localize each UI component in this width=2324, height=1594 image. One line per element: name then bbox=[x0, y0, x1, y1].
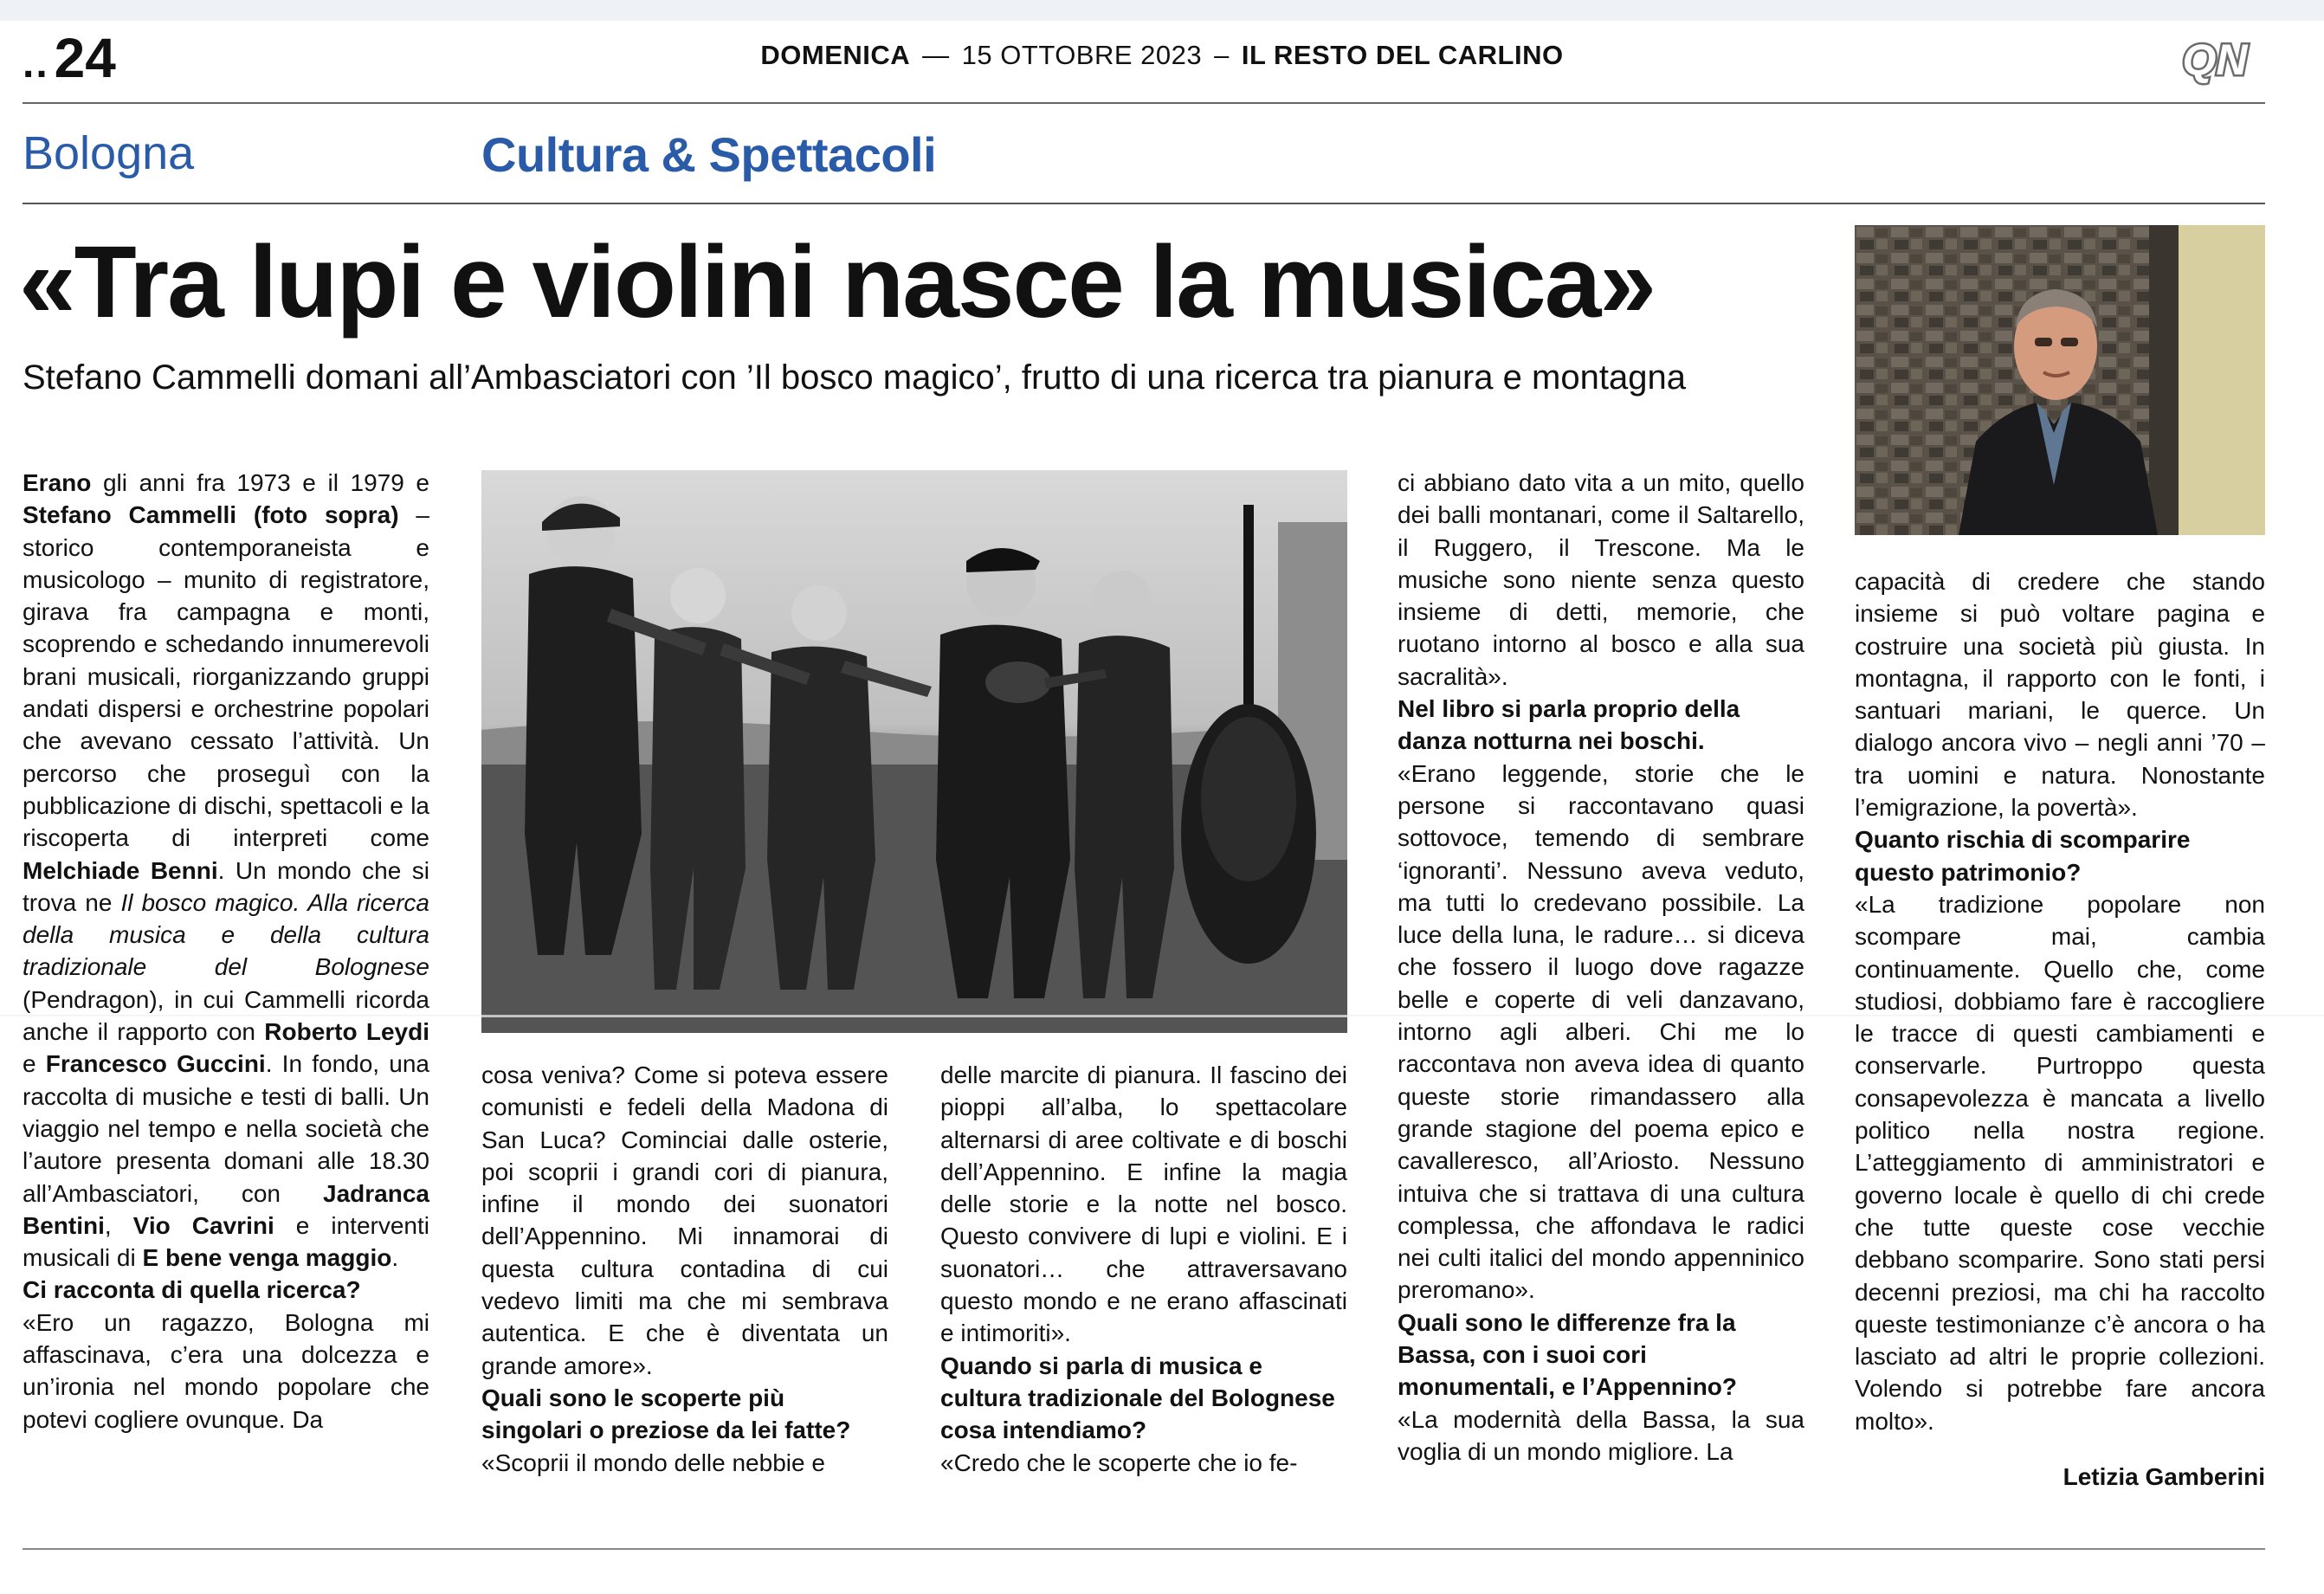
section-rule bbox=[23, 203, 2265, 204]
musicians-photo bbox=[481, 470, 1347, 1033]
article-column-3 bbox=[940, 1059, 1347, 1479]
subheadline: Stefano Cammelli domani all’Ambasciatori con ’Il bosco magico’, frutto di una ricerca tra pianura e montagna bbox=[23, 358, 1686, 397]
answer-3-part-1: «Credo che le scoperte che io fe- bbox=[940, 1449, 1298, 1476]
header-rule bbox=[23, 102, 2265, 104]
answer-1-part-2: cosa veniva? Come si poteva essere comunisti e fedeli della Madona di San Luca? Cominciai dalle osterie, poi scoprii i grandi cori di pianura, infine il mondo dei suonatori dell’Appennino. Mi innamorai di questa cultura contadina di cui vedevo limiti ma che mi sembrava autentica. E che è diventata un grande amore». bbox=[481, 1062, 888, 1379]
name-stefano-cammelli: Stefano Cammelli (foto bbox=[23, 501, 308, 529]
masthead: DOMENICA — 15 OTTOBRE 2023 – IL RESTO DEL CARLINO bbox=[760, 40, 1564, 70]
name-roberto-leydi: Roberto Leydi bbox=[264, 1018, 430, 1046]
qn-logo-text: QN bbox=[2182, 35, 2248, 84]
text-run bbox=[307, 501, 325, 528]
name-jadranca-bentini: Jadranca Bentini bbox=[23, 1179, 429, 1239]
text-run: . bbox=[391, 1244, 399, 1272]
question-4: Nel libro si parla proprio della danza notturna nei boschi. bbox=[1398, 695, 1740, 755]
portrait-illustration bbox=[1855, 225, 2265, 535]
answer-1-part-1: «Ero un ragazzo, Bologna mi affascinava, c’era una dolcezza e un’ironia nel mondo popolare che potevi cogliere ovunque. Da bbox=[23, 1308, 429, 1433]
name-music-group: E bene venga maggio bbox=[142, 1244, 392, 1272]
question-1: Ci racconta di quella ricerca? bbox=[23, 1276, 361, 1304]
top-strip bbox=[0, 0, 2324, 21]
name-vio-cavrini: Vio Cavrini bbox=[132, 1211, 274, 1239]
page-number-value: 24 bbox=[54, 27, 116, 89]
dropcap-word: Erano bbox=[23, 469, 92, 496]
masthead-date: 15 OTTOBRE 2023 bbox=[961, 40, 1203, 70]
question-5: Quali sono le differenze fra la Bassa, con i suoi cori monumentali, e l’Appennino? bbox=[1398, 1308, 1737, 1401]
text-run: gli anni fra 1973 e il 1979 e bbox=[91, 469, 429, 496]
masthead-newspaper: IL RESTO DEL CARLINO bbox=[1241, 40, 1564, 70]
text-run: e bbox=[23, 1050, 46, 1078]
article-column-4 bbox=[1398, 467, 1804, 1468]
text-run: , bbox=[104, 1211, 133, 1239]
text-run: . Un mondo che si trova ne bbox=[23, 856, 430, 916]
question-2: Quali sono le scoperte più singolari o preziose da lei fatte? bbox=[481, 1384, 851, 1444]
text-run: . In fondo, una raccolta di musiche e testi di balli. Un viaggio nel tempo e nella società che l’autore presenta domani alle 18.30 all’Ambasciatori, con bbox=[23, 1050, 429, 1207]
page-dots: .. bbox=[23, 41, 49, 87]
book-title: Il bosco magico. Alla ricerca della musica e della cultura tradizionale del Bolognese bbox=[23, 888, 429, 981]
name-francesco-guccini: Francesco Guccini bbox=[45, 1050, 266, 1078]
author-portrait-photo bbox=[1855, 225, 2265, 535]
answer-4: «Erano leggende, storie che le persone si raccontavano quasi sottovoce, temendo di sembrare ‘ignoranti’. Nessuno aveva veduto, ma tutti lo credevano possibile. La luce della luna, le radure… si diceva che fossero il luogo dove ragazze belle e coperte di veli danzavano, intorno agli alberi. Chi me lo raccontava non aveva idea di quanto queste storie rimandassero alla grande stagione del poema epico e cavalleresco, all’Ariosto. Nessuno intuiva che si trattava di una cultura complessa, che affondava le radici nei culti italici del mondo appenninico preromano». bbox=[1398, 759, 1804, 1304]
qn-logo-icon bbox=[2165, 35, 2265, 88]
section-title: Cultura & Spettacoli bbox=[481, 127, 937, 182]
name-melchiade-benni: Melchiade Benni bbox=[23, 856, 218, 884]
text-run: (Pendragon), in cui Cammelli ricorda anche il rapporto con bbox=[23, 985, 429, 1046]
question-3: Quando si parla di musica e cultura tradizionale del Bolognese cosa intendiamo? bbox=[940, 1352, 1335, 1444]
answer-2-part-1: «Scoprii il mondo delle nebbie e bbox=[481, 1449, 825, 1476]
text-run: e interventi musicali di bbox=[23, 1211, 429, 1272]
answer-2-part-2: delle marcite di pianura. Il fascino dei pioppi all’alba, lo spettacolare alternarsi di aree coltivate e di boschi dell’Appennino. E infine la magia delle storie e la notte nel bosco. Questo convivere di lupi e violini. E i suonatori… che attraversavano questo mondo e ne erano affascinati e intimoriti». bbox=[940, 1062, 1347, 1347]
answer-5-part-2: capacità di credere che stando insieme si può voltare pagina e costruire una società più giusta. In montagna, il rapporto con le fonti, i santuari mariani, le querce. Un dialogo ancora vivo – negli anni ’70 – tra uomini e natura. Nonostante l’emigrazione, la povertà». bbox=[1855, 568, 2265, 822]
article-column-5 bbox=[1855, 565, 2265, 1437]
bottom-rule bbox=[23, 1548, 2265, 1550]
answer-5-part-1: «La modernità della Bassa, la sua voglia di un mondo migliore. La bbox=[1398, 1405, 1804, 1465]
answer-3-part-2: ci abbiano dato vita a un mito, quello dei balli montanari, come il Saltarello, il Ruggero, il Trescone. Ma le musiche sono niente senza questo insieme di detti, memorie, che ruotano intorno al bosco e alla sua sacralità». bbox=[1398, 469, 1804, 690]
text-run: – storico contemporaneista e musicologo – munito di registratore, girava fra campagna e monti, scoprendo e schedando innumerevoli brani musicali, riorganizzando gruppi andati dispersi e orchestrine popolari che avevano cessato l’attività. Un percorso che proseguì con la pubblicazione di dischi, spettacoli e la riscoperta di interpreti come bbox=[23, 501, 429, 852]
article-column-1 bbox=[23, 467, 429, 1436]
musicians-illustration bbox=[481, 470, 1347, 1033]
byline: Letizia Gamberini bbox=[2063, 1463, 2265, 1490]
question-6: Quanto rischia di scomparire questo patrimonio? bbox=[1855, 826, 2191, 886]
answer-6: «La tradizione popolare non scompare mai, cambia continuamente. Quello che, come studiosi, dobbiamo fare è raccogliere le tracce di questi cambiamenti e conservarle. Purtroppo questa consapevolezza è mancata a livello politico nella nostra regione. L’atteggiamento di amministratori e governo locale è quello di chi crede che tutte queste cose vecchie debbano scomparire. Sono stati persi decenni preziosi, ma chi ha raccolto queste testimonianze c’è ancora o ha lasciato ad altri le proprie collezioni. Volendo si potrebbe fare ancora molto». bbox=[1855, 890, 2265, 1435]
section-city: Bologna bbox=[23, 127, 195, 179]
text-bold: sopra) bbox=[324, 501, 399, 529]
intro-paragraph bbox=[23, 467, 429, 1274]
headline: «Tra lupi e violini nasce la musica» bbox=[19, 225, 1656, 339]
article-column-2 bbox=[481, 1059, 888, 1479]
masthead-day: DOMENICA bbox=[760, 40, 911, 70]
